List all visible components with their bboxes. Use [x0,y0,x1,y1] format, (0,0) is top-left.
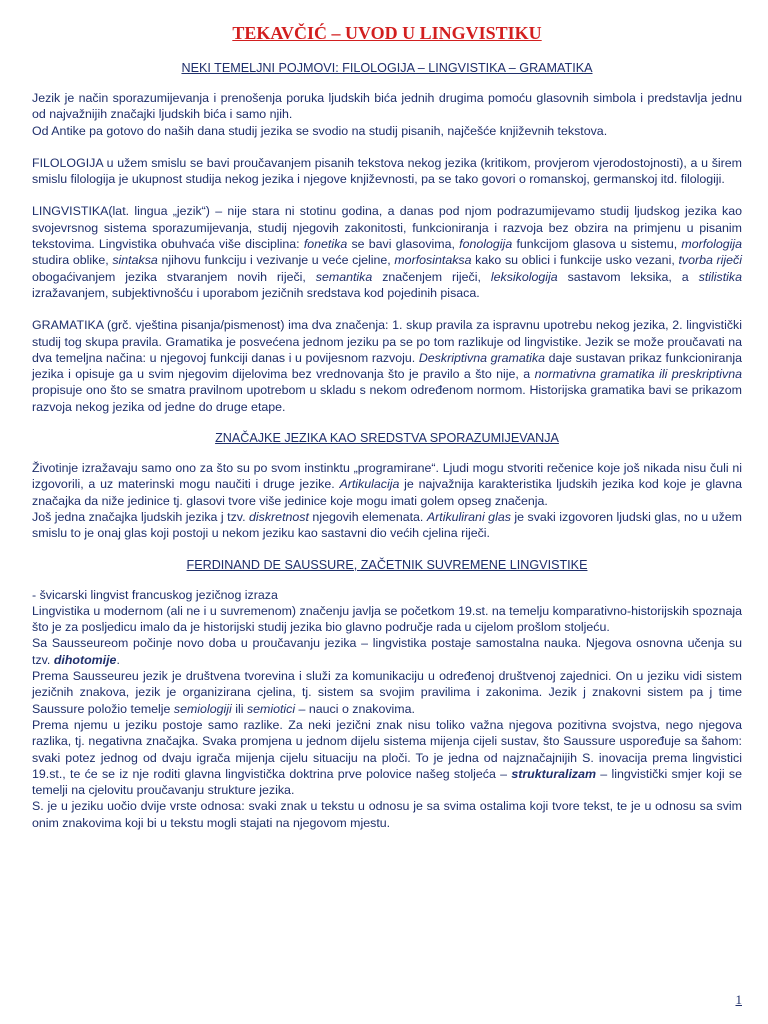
section-heading-saussure: FERDINAND DE SAUSSURE, ZAČETNIK SUVREMENE LINGVISTIKE [186,557,588,572]
document-title: TEKAVČIĆ – UVOD U LINGVISTIKU [232,23,542,43]
term-tvorba-rijeci: tvorba riječi [678,253,742,268]
term-semantika: semantika [315,269,373,284]
paragraph-linguistics: LINGVISTIKA(lat. lingua „jezik“) – nije stara ni stotinu godina, a danas pod njom podrazumijevamo studij ljudskog jezika kao svojevrsnog sistema sporazumijevanja, studij njegovih zakonitosti, funkcioniranja i razvoja bez obzira na primjenu u pisanim tekstovima. Lingvistika obuhvaća više disciplina: fonetika se bavi glasovima, fonologija funkcijom glasova u sistemu, morfologija studira oblike, sintaksa njihovu funkciju i vezivanje u veće cjeline, morfosintaksa kako su oblici i funkcije usko vezani, tvorba riječi obogaćivanjem jezika stvaranjem novih riječi, semantika značenjem riječi, leksikologija sastavom leksika, a stilistika izražavanjem, subjektivnošću i uporabom jezičnih sredstava kod pojedinih pisaca. [32,204,743,300]
term-leksikologija: leksikologija [490,269,558,284]
term-artikulirani-glas: Artikulirani glas [426,509,511,524]
paragraph-saussure-intro: - švicarski lingvist francuskog jezičnog izraza [32,587,278,602]
term-normativna-gramatika: normativna gramatika ili preskriptivna [534,367,742,382]
term-fonologija: fonologija [459,237,513,252]
term-deskriptivna-gramatika: Deskriptivna gramatika [418,350,546,365]
term-stilistika: stilistika [698,269,742,284]
paragraph-differences: Prema njemu u jeziku postoje samo razlike. Za neki jezični znak nisu toliko važna njegova pozitivna svojstva, nego njegova razlika, tj. negativna značajka. Svaka promjena u jednom dijelu sistema mijenja cijeli sustav, što Saussure uspoređuje sa šahom: svaki potez jednog od dvaju igrača mijenja cijelu situaciju na ploči. To je jedna od najznačajnijih S. inovacija prema lingvistici 19.st., te će se iz nje roditi glavna lingvistička doktrina prve polovice našeg stoljeća – strukturalizam – lingvistički smjer koji se temelji na cjelovitu proučavanju strukture jezika. [32,717,742,798]
term-strukturalizam: strukturalizam [511,766,597,781]
section-heading-basic-concepts: NEKI TEMELJNI POJMOVI: FILOLOGIJA – LINGVISTIKA – GRAMATIKA [181,61,593,75]
term-artikulacija: Artikulacija [339,477,400,492]
term-fonetika: fonetika [303,237,348,252]
paragraph-discreteness: Još jedna značajka ljudskih jezika j tzv. diskretnost njegovih elemenata. Artikulirani glas je svaki izgovoren ljudski glas, no u užem smislu to je onaj glas koji postoji u nekom jeziku kao sastavni dio većih cjelina riječi. [32,509,742,541]
section-heading-language-features: ZNAČAJKE JEZIKA KAO SREDSTVA SPORAZUMIJEVANJA [215,431,559,446]
paragraph-modern-linguistics: Lingvistika u modernom (ali ne i u suvremenom) značenju javlja se početkom 19.st. na temelju komparativno-historijskih spoznaja što je za posljedicu imalo da je historijski studij jezika bio glavno područje rada u cijelom prošlom stoljeću. [32,603,742,635]
paragraph-antiquity: Od Antike pa gotovo do naših dana studij jezika se svodio na studij pisanih, najčešće književnih tekstova. [32,123,608,138]
term-morfologija: morfologija [681,237,743,252]
paragraph-language-definition: Jezik je način sporazumijevanja i prenošenja poruka ljudskih bića jednih drugima pomoću glasovnih simbola i predstavlja jednu od najvažnijih značajki ljudskih bića i samo njih. [32,91,742,122]
page-number: 1 [735,992,742,1007]
paragraph-animals-vs-humans: Životinje izražavaju samo ono za što su po svom instinktu „programirane“. Ljudi mogu stvoriti rečenice koje još nikada nisu čuli ni izgovorili, a uz materinski mogu naučiti i druge jezike. Artikulacija je najvažnija karakteristika ljudskih jezika kod koje je glavna značajka da niže jedinice tj. glasovi tvore više jedinice koje mogu imati golem opseg značenja. [32,461,742,508]
paragraph-philology: FILOLOGIJA u užem smislu se bavi proučavanjem pisanih tekstova nekog jezika (kritikom, provjerom vjerodostojnosti), a u širem smislu filologija je ukupnost studija nekog jezika i njegove književnosti, pa se tako govori o romanskoj, germanskoj itd. filologiji. [32,155,742,187]
paragraph-relations: S. je u jeziku uočio dvije vrste odnosa: svaki znak u tekstu u odnosu je sa svima ostalima koji tvore tekst, te je u odnosu sa svim onim znakovima koji bi u tekstu mogli stajati na njegovom mjestu. [32,799,742,830]
paragraph-new-era: Sa Sausseureom počinje novo doba u proučavanju jezika – lingvistika postaje samostalna nauka. Njegova osnovna učenja su tzv. dihotomije. [32,636,742,667]
term-semiologiji: semiologiji [173,701,232,716]
paragraph-grammar: GRAMATIKA (grč. vještina pisanja/pismenost) ima dva značenja: 1. skup pravila za ispravnu upotrebu nekog jezika, 2. lingvistički studij tog skupa pravila. Gramatika je posvećena jednom jeziku pa se po tom razlikuje od lingvistike. Jezik se može proučavati na dva temeljna načina: u njegovoj funkciji danas i u povijesnom razvoju. Deskriptivna gramatika daje sustavan prikaz funkcioniranja jezika i opisuje ga u svim njegovim dijelovima bez vrednovanja što je pravilo a što nije, a normativna gramatika ili preskriptivna propisuje ono što se smatra pravilnom upotrebom u skladu s nekom određenom normom. Historijska gramatika bavi se prikazom razvoja nekog jezika od jedne do druge etape. [32,318,742,414]
term-sintaksa: sintaksa [112,253,158,268]
term-dihotomije: dihotomije [53,652,117,667]
term-diskretnost: diskretnost [249,509,309,524]
paragraph-social-creation: Prema Sausseureu jezik je društvena tvorevina i služi za komunikaciju u određenoj društvenoj zajednici. On u jeziku vidi sistem jezičnih znakova, jezik je organizirana cjelina, tj. sistem sa svojim pravilima i zakonima. Jezik j znakovni sistem pa j time Saussure položio temelje semiologiji ili semiotici – nauci o znakovima. [32,669,742,716]
term-semiotici: semiotici [246,701,296,716]
term-morfosintaksa: morfosintaksa [394,253,472,268]
